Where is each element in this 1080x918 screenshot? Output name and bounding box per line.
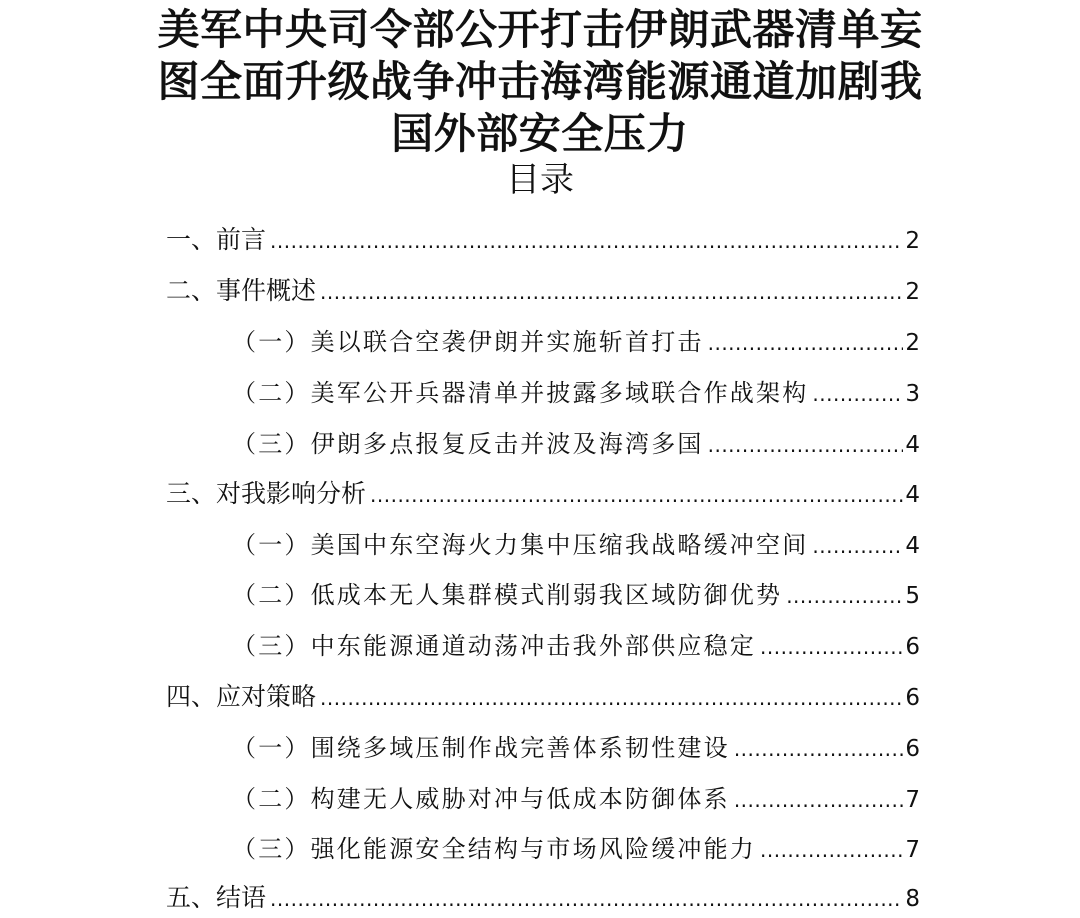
- title-line-1: 美军中央司令部公开打击伊朗武器清单妄: [157, 5, 923, 54]
- dot-leader: [734, 788, 904, 812]
- toc-entry-label: 一、前言: [166, 225, 267, 254]
- title-line-3: 国外部安全压力: [391, 109, 689, 158]
- toc-entry-impact-1[interactable]: [232, 525, 920, 565]
- toc-entry-conclusion[interactable]: [166, 878, 920, 918]
- dot-leader: [760, 838, 903, 862]
- dot-leader: [708, 433, 904, 457]
- toc-page-number: 6: [905, 736, 920, 762]
- toc-page-number: 2: [905, 279, 920, 305]
- dot-leader: [270, 887, 903, 911]
- dot-leader: [708, 331, 904, 355]
- dot-leader: [370, 483, 903, 507]
- dot-leader: [320, 280, 903, 304]
- toc-entry-overview-3[interactable]: [232, 424, 920, 464]
- toc-page-number: 5: [905, 583, 920, 609]
- toc-entry-label: （一）美国中东空海火力集中压缩我战略缓冲空间: [232, 531, 809, 559]
- toc-entry-label: （二）构建无人威胁对冲与低成本防御体系: [232, 785, 730, 813]
- toc-entry-overview-1[interactable]: [232, 322, 920, 362]
- toc-entry-overview-2[interactable]: [232, 373, 920, 413]
- toc-entry-label: （二）美军公开兵器清单并披露多域联合作战架构: [232, 379, 809, 407]
- toc-entry-label: （三）伊朗多点报复反击并波及海湾多国: [232, 430, 704, 458]
- dot-leader: [812, 382, 903, 406]
- toc-entry-strategy-3[interactable]: [232, 829, 920, 869]
- toc-page-number: 6: [905, 685, 920, 711]
- toc-entry-label: （一）美以联合空袭伊朗并实施斩首打击: [232, 328, 704, 356]
- toc-entry-strategy-2[interactable]: [232, 779, 920, 819]
- toc-entry-label: 四、应对策略: [166, 682, 317, 711]
- toc-page-number: 4: [905, 482, 920, 508]
- toc-entry-label: 五、结语: [166, 883, 267, 912]
- toc-page-number: 7: [905, 837, 920, 863]
- dot-leader: [734, 737, 904, 761]
- dot-leader: [760, 635, 903, 659]
- toc-heading: 目录: [506, 160, 574, 200]
- toc-page-number: 3: [905, 381, 920, 407]
- dot-leader: [270, 229, 903, 253]
- toc-entry-label: （一）围绕多域压制作战完善体系韧性建设: [232, 734, 730, 762]
- toc-page-number: 4: [905, 432, 920, 458]
- document-title: [100, 4, 980, 160]
- toc-entry-label: 三、对我影响分析: [166, 479, 367, 508]
- dot-leader: [786, 584, 903, 608]
- toc-entry-preface[interactable]: [166, 220, 920, 260]
- toc-page-number: 6: [905, 634, 920, 660]
- toc-entry-strategy[interactable]: [166, 677, 920, 717]
- toc-entry-label: 二、事件概述: [166, 276, 317, 305]
- toc-page-number: 7: [905, 787, 920, 813]
- toc-entry-label: （二）低成本无人集群模式削弱我区域防御优势: [232, 581, 783, 609]
- toc-page-number: 2: [905, 228, 920, 254]
- toc-entry-strategy-1[interactable]: [232, 728, 920, 768]
- dot-leader: [320, 686, 903, 710]
- toc-entry-impact-3[interactable]: [232, 626, 920, 666]
- toc-entry-impact[interactable]: [166, 474, 920, 514]
- toc-page-number: 4: [905, 533, 920, 559]
- toc-entry-label: （三）强化能源安全结构与市场风险缓冲能力: [232, 835, 756, 863]
- dot-leader: [812, 534, 903, 558]
- toc-entry-impact-2[interactable]: [232, 575, 920, 615]
- toc-entry-overview[interactable]: [166, 271, 920, 311]
- toc-entry-label: （三）中东能源通道动荡冲击我外部供应稳定: [232, 632, 756, 660]
- toc-page-number: 8: [905, 886, 920, 912]
- title-line-2: 图全面升级战争冲击海湾能源通道加剧我: [157, 57, 923, 106]
- toc-page-number: 2: [905, 330, 920, 356]
